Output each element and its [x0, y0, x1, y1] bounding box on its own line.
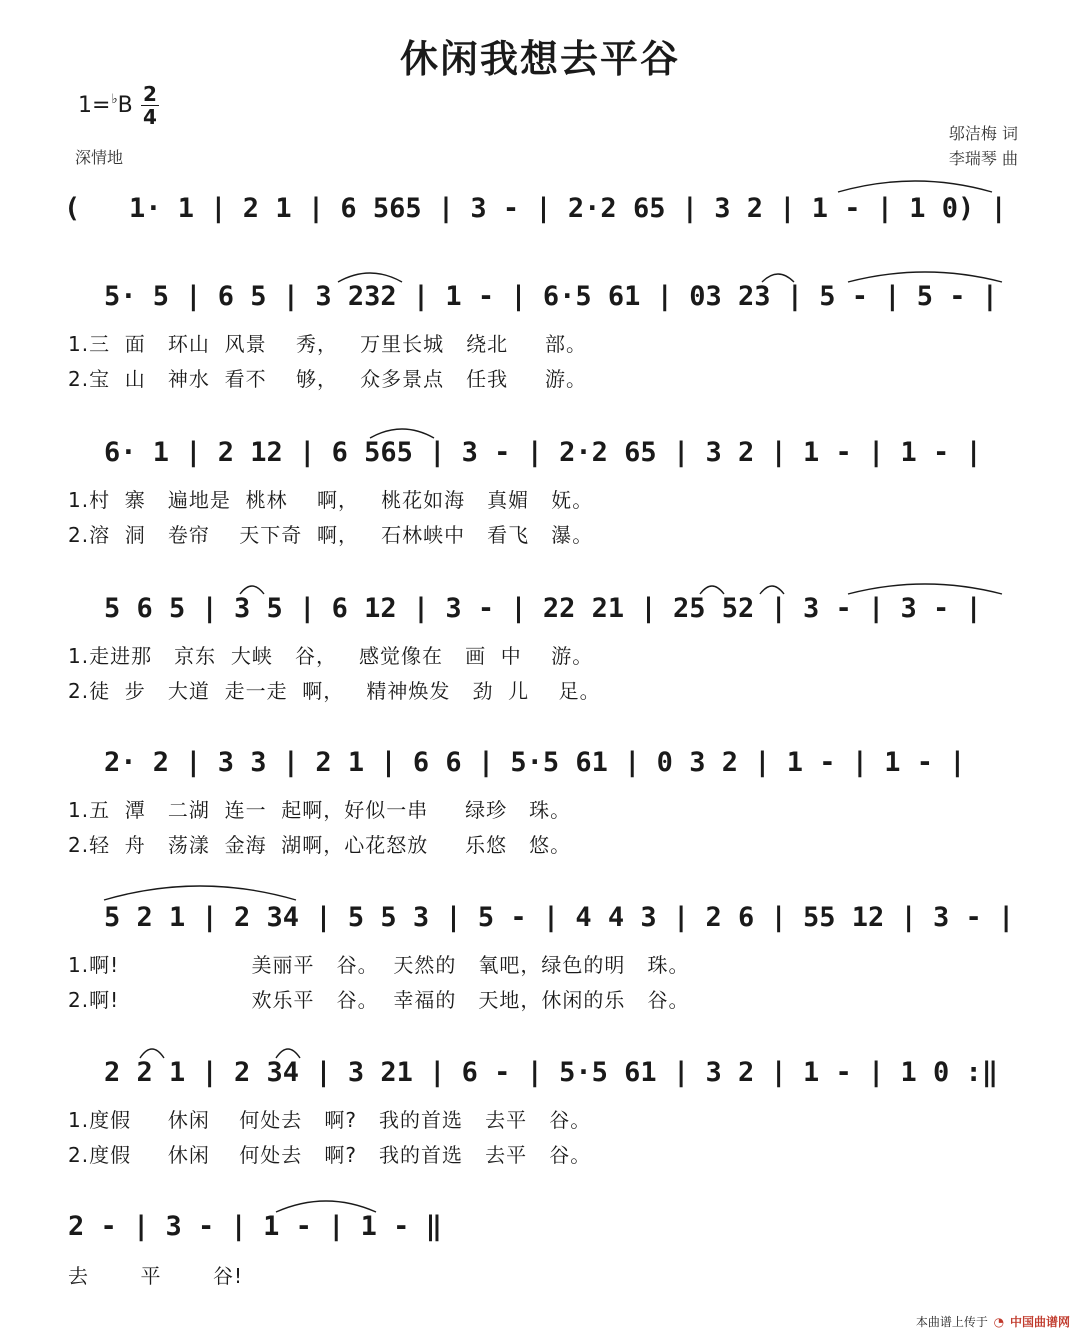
lyric-verse-1: 1.度假 休闲 何处去 啊? 我的首选 去平 谷。 — [68, 1108, 592, 1132]
tie-slur — [760, 586, 784, 594]
notation-line: 2 - | 3 - | 1 - | 1 - ‖ — [68, 1211, 442, 1242]
lyric-verse-1: 去 平 谷! — [68, 1264, 244, 1288]
tie-slur — [104, 886, 296, 900]
site-name: 中国曲谱网 — [1009, 1315, 1070, 1329]
tie-slur — [848, 272, 1002, 282]
lyric-verse-1: 1.村 寨 遍地是 桃林 啊， 桃花如海 真媚 妩。 — [68, 488, 594, 512]
key-note: B — [117, 93, 133, 118]
lyric-verse-1: 1.啊! 美丽平 谷。 天然的 氧吧，绿色的明 珠。 — [68, 953, 690, 977]
lyric-verse-1: 1.五 潭 二湖 连一 起啊，好似一串 绿珍 珠。 — [68, 798, 572, 822]
tie-slur — [140, 1049, 164, 1058]
footer-watermark — [916, 1313, 1070, 1330]
lyric-verse-2: 2.宝 山 神水 看不 够， 众多景点 任我 游。 — [68, 367, 587, 391]
lyric-verse-1: 1.三 面 环山 风景 秀， 万里长城 绕北 部。 — [68, 332, 587, 356]
tie-slur — [370, 429, 434, 438]
site-logo-icon: ◔ — [993, 1315, 1005, 1329]
tie-slur — [848, 584, 1002, 594]
tie-slur — [276, 1049, 300, 1058]
tie-slur — [762, 274, 794, 282]
notation-line: 5 2 1 | 2 34 | 5 5 3 | 5 - | 4 4 3 | 2 6 | 55 12 | 3 - | — [104, 902, 1015, 933]
lyric-verse-2: 2.啊! 欢乐平 谷。 幸福的 天地，休闲的乐 谷。 — [68, 988, 690, 1012]
flat-sign: ♭ — [111, 92, 118, 107]
composer-credit: 李瑞琴 曲 — [948, 149, 1018, 168]
notation-line: ( 1· 1 | 2 1 | 6 565 | 3 - | 2·2 65 | 3 2 | 1 - | 1 0) | — [64, 193, 1007, 224]
lyric-verse-1: 1.走进那 京东 大峡 谷， 感觉像在 画 中 游。 — [68, 644, 594, 668]
notation-line: 5· 5 | 6 5 | 3 232 | 1 - | 6·5 61 | 03 23 | 5 - | 5 - | — [104, 281, 999, 312]
time-signature-bottom: 4 — [143, 105, 157, 129]
upload-note: 本曲谱上传于 — [915, 1315, 988, 1329]
lyric-verse-2: 2.溶 洞 卷帘 天下奇 啊， 石林峡中 看飞 瀑。 — [68, 523, 594, 547]
notation-line: 5 6 5 | 3 5 | 6 12 | 3 - | 22 21 | 25 52 | 3 - | 3 - | — [104, 593, 982, 624]
time-signature-top: 2 — [143, 82, 157, 106]
lyric-verse-2: 2.度假 休闲 何处去 啊? 我的首选 去平 谷。 — [68, 1143, 592, 1167]
tempo-marking: 深情地 — [75, 148, 124, 167]
page-title: 休闲我想去平谷 — [399, 37, 680, 81]
key-prefix: 1= — [78, 93, 111, 118]
tie-slur — [838, 181, 992, 192]
lyric-verse-2: 2.徒 步 大道 走一走 啊， 精神焕发 劲 儿 足。 — [68, 679, 601, 703]
lyric-verse-2: 2.轻 舟 荡漾 金海 湖啊，心花怒放 乐悠 悠。 — [68, 833, 572, 857]
notation-line: 2 2 1 | 2 34 | 3 21 | 6 - | 5·5 61 | 3 2 | 1 - | 1 0 :‖ — [104, 1057, 999, 1088]
notation-line: 6· 1 | 2 12 | 6 565 | 3 - | 2·2 65 | 3 2 | 1 - | 1 - | — [104, 437, 982, 468]
tie-slur — [338, 273, 402, 282]
tie-slur — [276, 1201, 376, 1212]
tie-slur — [240, 586, 264, 594]
notation-line: 2· 2 | 3 3 | 2 1 | 6 6 | 5·5 61 | 0 3 2 | 1 - | 1 - | — [104, 747, 966, 778]
tie-slur — [700, 586, 724, 594]
lyricist-credit: 邬洁梅 词 — [948, 124, 1018, 143]
